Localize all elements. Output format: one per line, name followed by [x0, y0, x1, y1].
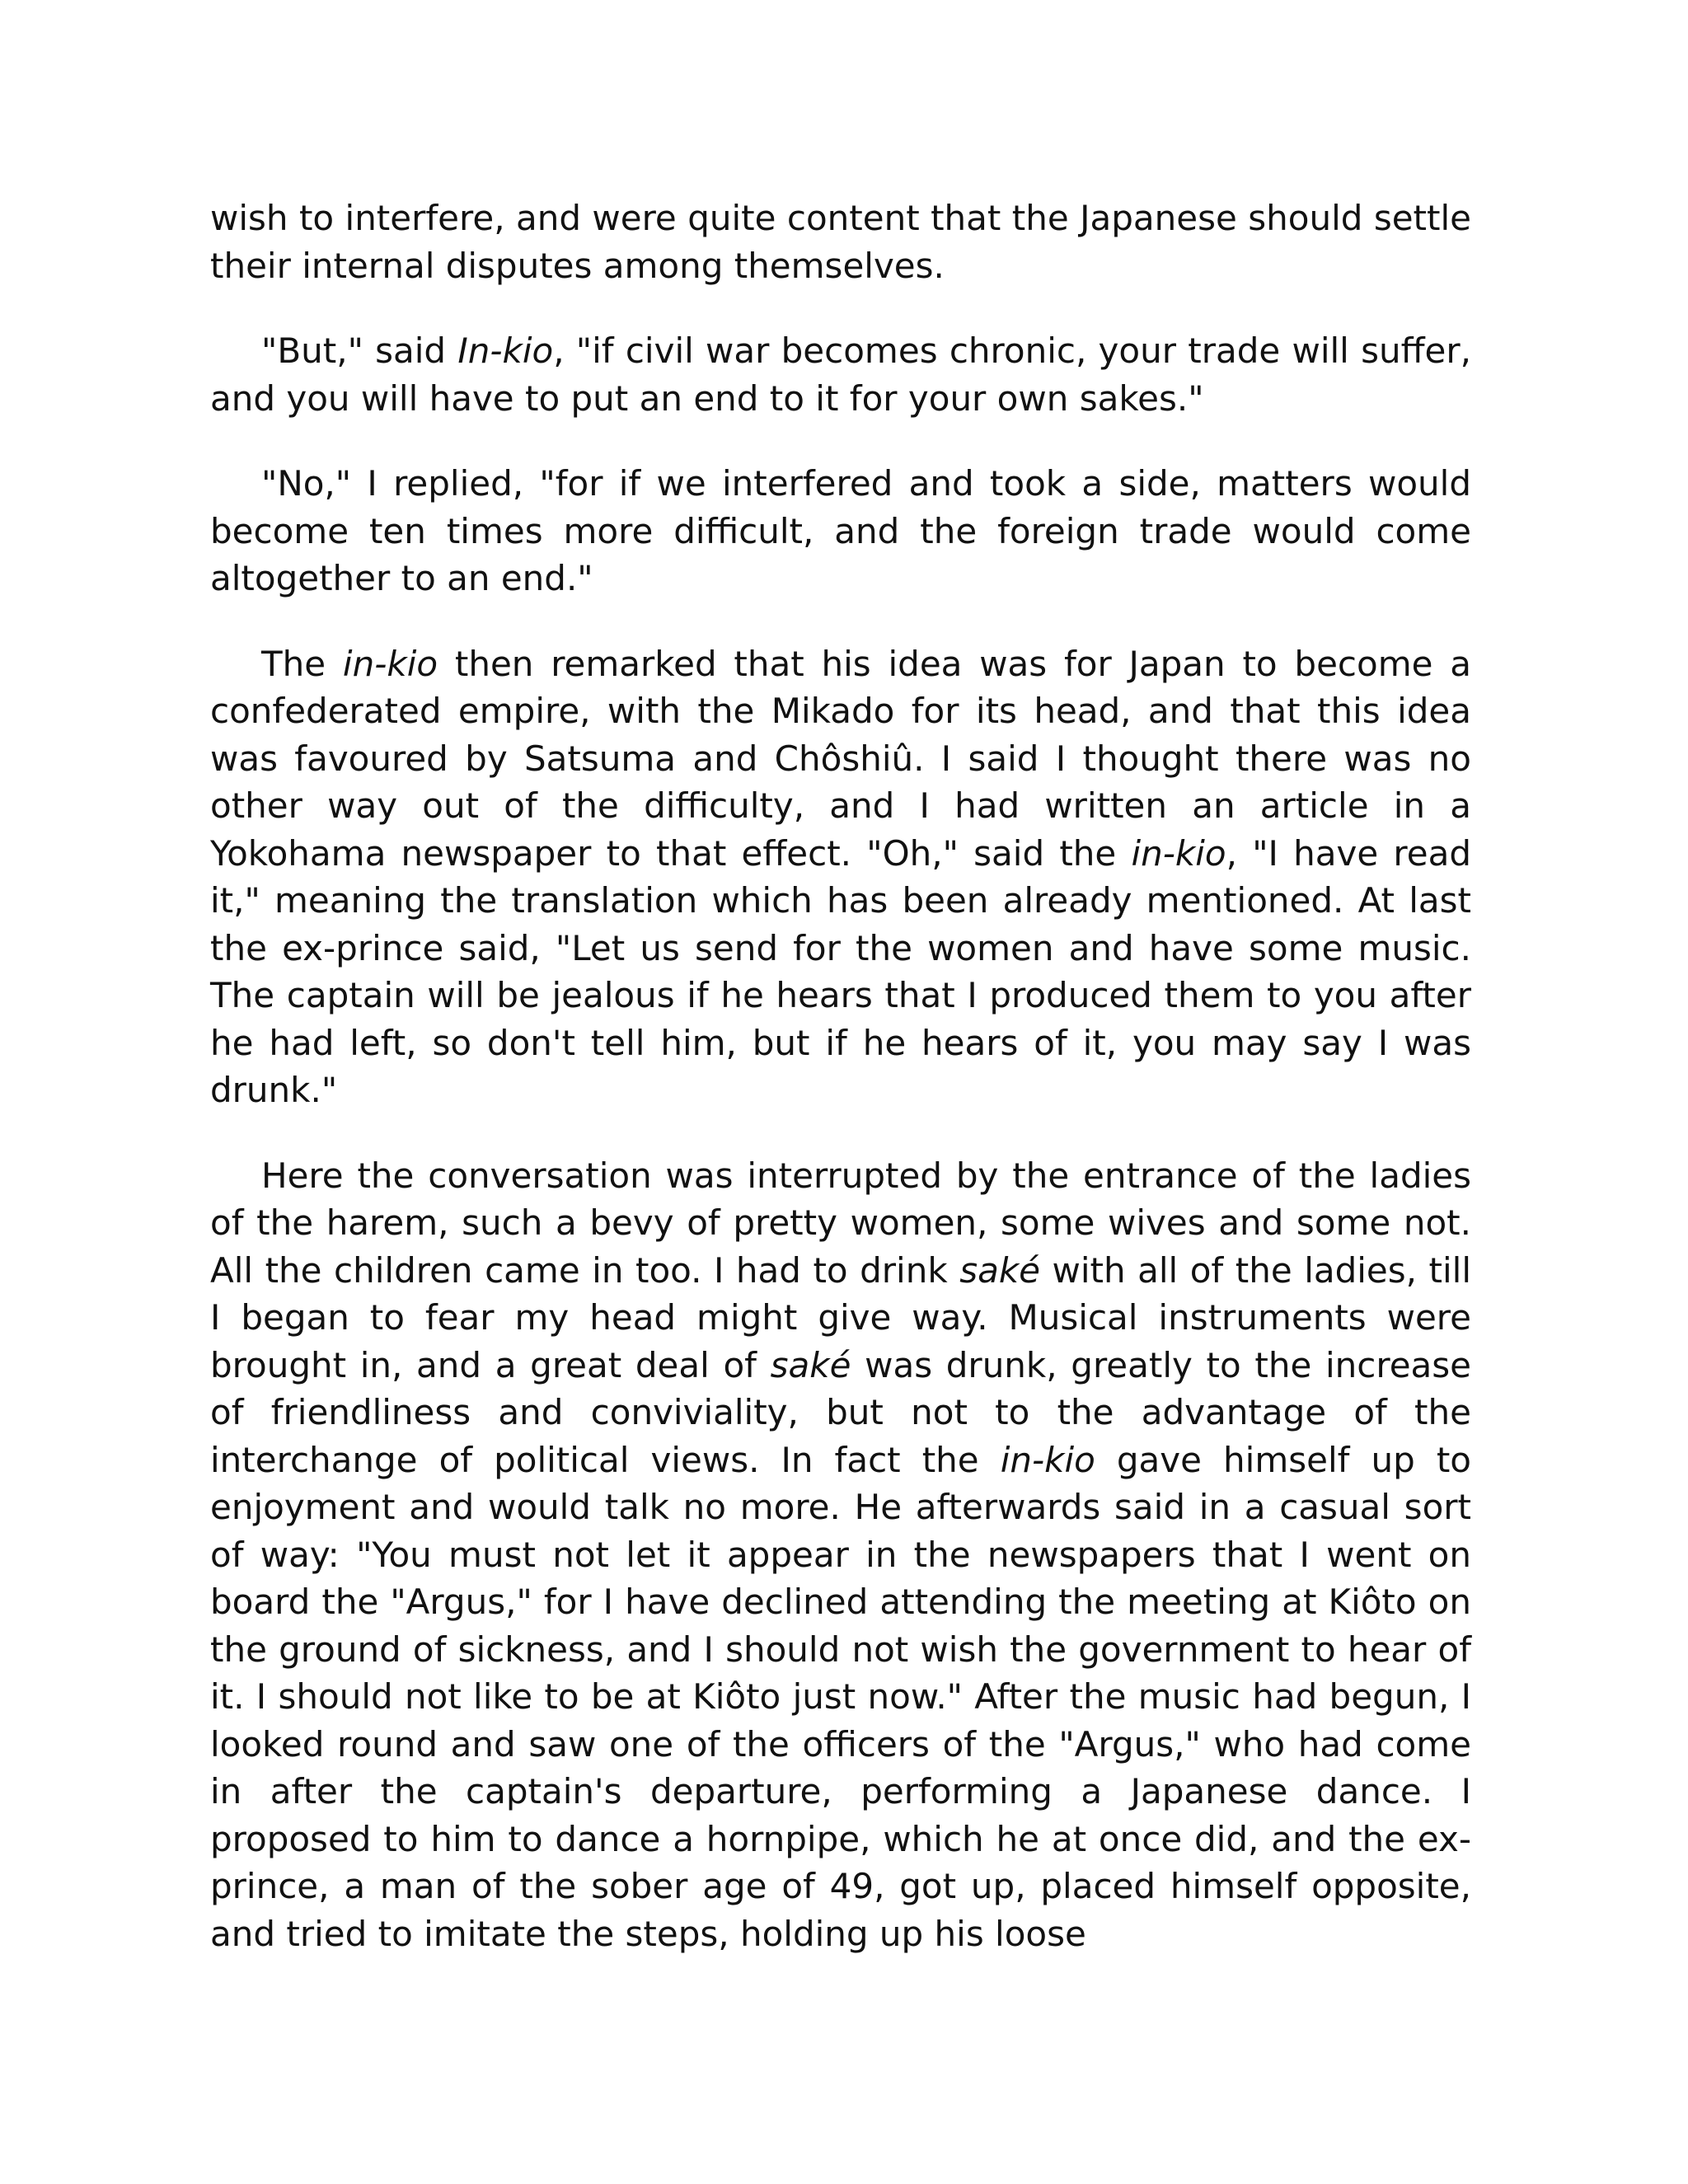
- text-segment: with all of the ladies, till I began to fear my head might give way. Musical instruments were brought in, and a great deal of: [210, 1249, 1471, 1385]
- text-segment: Here the conversation was interrupted by the entrance of the ladies of the harem, such a bevy of pretty women, some wives and some not. All the children came in too. I had to drink: [210, 1155, 1471, 1291]
- italic-text: In-kio: [457, 330, 554, 371]
- paragraph: [210, 640, 1471, 1114]
- italic-text: in-kio: [342, 643, 438, 684]
- text-segment: "No," I replied, "for if we interfered and took a side, matters would become ten times more difficult, and the foreign trade would come altogether to an end.": [210, 463, 1471, 598]
- italic-text: in-kio: [1131, 832, 1226, 874]
- italic-text: saké: [959, 1249, 1040, 1291]
- paragraph: [210, 194, 1471, 289]
- text-segment: The: [261, 643, 343, 684]
- text-segment: gave himself up to enjoyment and would talk no more. He afterwards said in a casual sort of way: "You must not let it appear in the newspapers that I went on board the "Argus," for I have declined attending the meeting at Kiôto on the ground of sickness, and I should not wish the government to hear of it. I should not like to be at Kiôto just now." After the music had begun, I looked round and saw one of the officers of the "Argus," who had come in after the captain's departure, performing a Japanese dance. I proposed to him to dance a hornpipe, which he at once did, and the ex-prince, a man of the sober age of 49, got up, placed himself opposite, and tried to imitate the steps, holding up his loose: [210, 1439, 1471, 1954]
- text-segment: , "I have read it," meaning the translation which has been already mentioned. At last the ex-prince said, "Let us send for the women and have some music. The captain will be jealous if he hears that I produced them to you after he had left, so don't tell him, but if he hears of it, you may say I was drunk.": [210, 832, 1471, 1110]
- text-segment: , "if civil war becomes chronic, your trade will suffer, and you will have to put an end to it for your own sakes.": [210, 330, 1471, 419]
- text-segment: "But," said: [261, 330, 458, 371]
- text-segment: wish to interfere, and were quite content that the Japanese should settle their internal disputes among themselves.: [210, 198, 1471, 286]
- paragraph: [210, 460, 1471, 602]
- italic-text: in-kio: [1000, 1439, 1095, 1480]
- text-segment: then remarked that his idea was for Japan to become a confederated empire, with the Mikado for its head, and that this idea was favoured by Satsuma and Chôshiû. I said I thought there was no other way out of the difficulty, and I had written an article in a Yokohama newspaper to that effect. "Oh," said the: [210, 643, 1471, 874]
- paragraph: [210, 1152, 1471, 1958]
- paragraph: [210, 327, 1471, 422]
- body-text: [210, 194, 1471, 1995]
- text-segment: was drunk, greatly to the increase of friendliness and conviviality, but not to the advantage of the interchange of political views. In fact the: [210, 1344, 1471, 1480]
- italic-text: saké: [770, 1344, 851, 1385]
